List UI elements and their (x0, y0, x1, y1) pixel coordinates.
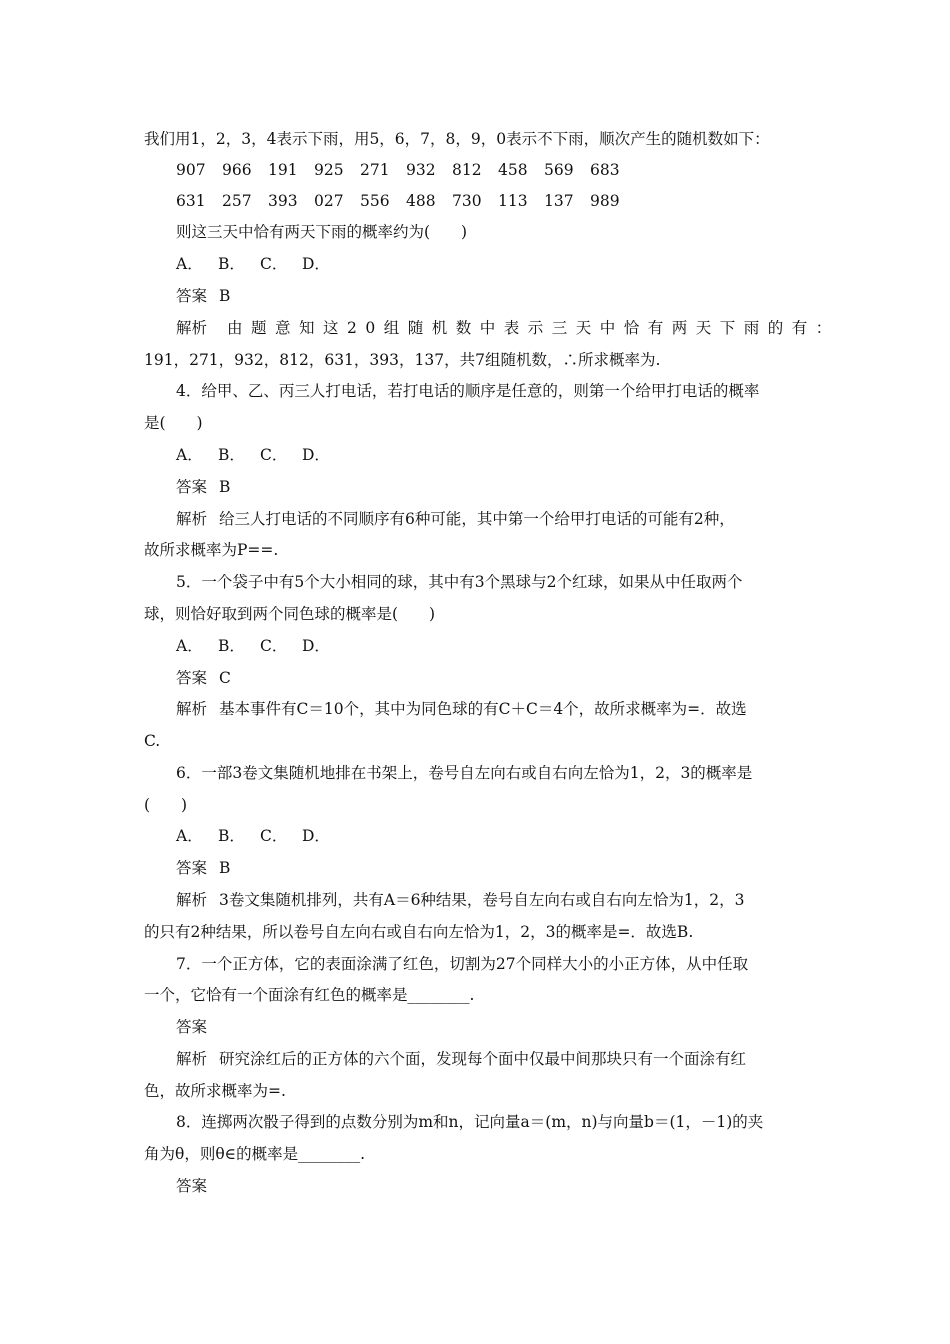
analysis-text: 研究涂红后的正方体的六个面，发现每个面中仅最中间那块只有一个面涂有红 (219, 1050, 747, 1068)
random-number: 932 (406, 161, 436, 179)
q7-stem-line-1: 7．一个正方体，它的表面涂满了红色，切割为27个同样大小的小正方体，从中任取 (176, 955, 749, 973)
option-a: A． (176, 255, 203, 273)
q8-answer (176, 1176, 808, 1196)
analysis-label: 解析 (176, 1050, 208, 1068)
q5-answer (176, 668, 808, 688)
random-number: 730 (452, 192, 482, 210)
random-number-row-2 (176, 191, 808, 211)
random-number: 631 (176, 192, 206, 210)
q3-options (176, 254, 808, 274)
random-number: 027 (314, 192, 344, 210)
q4-analysis-line-1 (176, 509, 808, 529)
q7-analysis-line-1 (176, 1049, 808, 1069)
random-number: 989 (590, 192, 620, 210)
answer-label: 答案 (176, 859, 208, 877)
analysis-text: 3卷文集随机排列，共有A＝6种结果，卷号自左向右或自右向左恰为1，2，3 (219, 891, 745, 909)
answer-label: 答案 (176, 1018, 208, 1036)
q8-stem-line-1: 8．连掷两次骰子得到的点数分别为m和n，记向量a＝(m，n)与向量b＝(1，－1)的夹 (176, 1113, 764, 1131)
analysis-text: 由题意知这20组随机数中表示三天中恰有两天下雨的有： (227, 319, 840, 337)
q6-stem-line-1: 6．一部3卷文集随机地排在书架上，卷号自左向右或自右向左恰为1，2，3的概率是 (176, 764, 753, 782)
q4-answer (176, 477, 808, 497)
q7-analysis-line-2: 色，故所求概率为=. (144, 1082, 286, 1100)
random-number: 812 (452, 161, 482, 179)
answer-label: 答案 (176, 1177, 208, 1195)
random-number: 113 (498, 192, 528, 210)
answer-label: 答案 (176, 287, 208, 305)
q6-stem-line-2: ( ) (144, 796, 188, 814)
answer-value: B (219, 287, 231, 305)
answer-label: 答案 (176, 478, 208, 496)
analysis-text: 基本事件有C＝10个，其中为同色球的有C＋C＝4个，故所求概率为=．故选 (219, 700, 747, 718)
q5-stem-line-1: 5．一个袋子中有5个大小相同的球，其中有3个黑球与2个红球，如果从中任取两个 (176, 573, 743, 591)
answer-value: C (219, 669, 231, 687)
q3-stem: 则这三天中恰有两天下雨的概率约为( ) (176, 223, 468, 241)
answer-value: B (219, 859, 231, 877)
q8-stem-line-2: 角为θ，则θ∈的概率是________. (144, 1145, 366, 1163)
analysis-label: 解析 (176, 319, 208, 337)
random-number: 257 (222, 192, 252, 210)
option-c: C． (260, 827, 288, 845)
q5-analysis-line-1 (176, 699, 808, 719)
q6-answer (176, 858, 808, 878)
q5-options (176, 636, 808, 656)
option-a: A． (176, 446, 203, 464)
random-number: 458 (498, 161, 528, 179)
random-number: 271 (360, 161, 390, 179)
answer-value: B (219, 478, 231, 496)
analysis-label: 解析 (176, 891, 208, 909)
q6-options (176, 826, 808, 846)
q6-analysis-line-1 (176, 890, 808, 910)
option-b: B． (218, 637, 245, 655)
option-c: C． (260, 637, 288, 655)
analysis-text: 给三人打电话的不同顺序有6种可能，其中第一个给甲打电话的可能有2种， (219, 510, 735, 528)
q3-answer (176, 286, 808, 306)
option-a: A． (176, 827, 203, 845)
answer-label: 答案 (176, 669, 208, 687)
option-b: B． (218, 255, 245, 273)
q5-analysis-line-2: C. (144, 732, 161, 750)
q6-analysis-line-2: 的只有2种结果，所以卷号自左向右或自右向左恰为1，2，3的概率是=．故选B. (144, 923, 694, 941)
q7-answer (176, 1017, 808, 1037)
random-number: 569 (544, 161, 574, 179)
analysis-label: 解析 (176, 510, 208, 528)
option-d: D． (302, 827, 330, 845)
option-d: D． (302, 637, 330, 655)
option-d: D． (302, 446, 330, 464)
q7-stem-line-2: 一个，它恰有一个面涂有红色的概率是________. (144, 986, 475, 1004)
q3-analysis-line-1 (176, 318, 840, 338)
analysis-label: 解析 (176, 700, 208, 718)
intro-line: 我们用1，2，3，4表示下雨，用5，6，7，8，9，0表示不下雨，顺次产生的随机数如下： (144, 130, 770, 148)
option-c: C． (260, 446, 288, 464)
random-number: 907 (176, 161, 206, 179)
random-number: 488 (406, 192, 436, 210)
q4-options (176, 445, 808, 465)
q4-analysis-line-2: 故所求概率为P==. (144, 541, 279, 559)
q4-stem-line-1: 4．给甲、乙、丙三人打电话，若打电话的顺序是任意的，则第一个给甲打电话的概率 (176, 382, 760, 400)
option-a: A． (176, 637, 203, 655)
option-b: B． (218, 446, 245, 464)
option-d: D． (302, 255, 330, 273)
option-c: C． (260, 255, 288, 273)
random-number: 556 (360, 192, 390, 210)
random-number: 925 (314, 161, 344, 179)
random-number: 683 (590, 161, 620, 179)
q5-stem-line-2: 球，则恰好取到两个同色球的概率是( ) (144, 605, 436, 623)
random-number: 393 (268, 192, 298, 210)
q4-stem-line-2: 是( ) (144, 414, 203, 432)
random-number-row-1 (176, 160, 808, 180)
random-number: 137 (544, 192, 574, 210)
random-number: 966 (222, 161, 252, 179)
q3-analysis-line-2: 191，271，932，812，631，393，137，共7组随机数，∴所求概率为. (144, 351, 661, 369)
random-number: 191 (268, 161, 298, 179)
option-b: B． (218, 827, 245, 845)
